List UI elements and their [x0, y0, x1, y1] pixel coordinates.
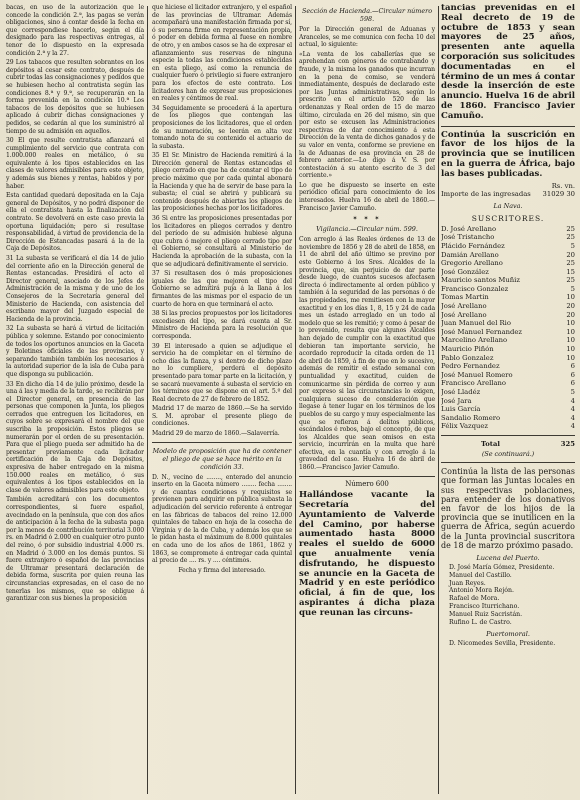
junta-member: D. Nicomedes Sevilla, Presidente. — [449, 640, 556, 648]
subscriber-row — [441, 345, 575, 354]
subscriber-row — [441, 388, 575, 397]
subscriber-row — [441, 422, 575, 431]
previous-total-value: 31029 — [542, 190, 565, 199]
paragraph: 35 El Sr. Ministro de Hacienda remitirá á la Dirección general de Rentas estancadas el pliego cerrado en que ha de constar el tipo de precio máximo que por cada quintal abonará la Hacienda y que ha de servir de base para la subasta; el cual se abrirá y publicará su contenido después de abiertas los pliegos de las proposiciones hechas por los licitadores. — [152, 152, 292, 213]
paragraph: 34 Seguidamente se procederá á la apertura de los pliegos que contengan las proposiciones de los licitadores, que el orden de su numeración, se leerán en alta voz tomando nota de su contenido el actuario de la subasta. — [152, 104, 292, 150]
paragraph: Por la Dirección general de Aduanas y Aranceles, se me comunica con fecha 10 del actual, lo siguiente: — [299, 26, 435, 49]
subscriber-row — [441, 336, 575, 345]
junta-member: Francisco Iturrichano. — [449, 602, 520, 610]
subscriber-row — [441, 405, 575, 414]
subscriber-amount: 4 — [570, 405, 575, 414]
subscriber-name: José Jara — [441, 396, 472, 405]
subscriber-row — [441, 397, 575, 406]
junta-member: Juan Reyes. — [449, 579, 486, 587]
junta-place: Lucena del Puerto. — [476, 554, 540, 562]
subscriber-amount: 25 — [566, 259, 575, 268]
subscriber-row — [441, 293, 575, 302]
subscriber-name: Francisco Gonzalez — [441, 284, 509, 293]
subscriber-amount: 4 — [570, 422, 575, 431]
paragraph: 33 En dicho día 14 de julio próximo, desde la una á las y media de la tarde, se recibirán por el Director general, en presencia de las personas que componen la Junta, los pliegos cerrados que entreguen los licitadores, en cuyos sobre se expresará el nombre del que suscriba la proposición. Estos pliegos se numerarán por el orden de su presentación. Para que el pliego pueda ser admitido ha de presentar previamente cada licitador certificación de la Caja de Depósitos, expresiva de haber entregado en la misma 150.000 reales en metálico, ó sus equivalentes á los tipos establecidos en la clase de valores admisibles para este objeto. — [6, 380, 144, 494]
column-rule — [438, 6, 439, 794]
paragraph: 32 La subasta se hará á virtud de licitación pública y solemne. Estando por conocimiento de todos los oportunos anuncios en la Gaceta y Boletines oficiales de las provincias, y separando también también los necesarios á la autoridad superior de la isla de Cuba para que disponga su publicación. — [6, 325, 144, 378]
subscriber-amount: 25 — [566, 224, 575, 233]
subscriber-name: José Tristancho — [441, 233, 495, 242]
subscriber-amount: 20 — [566, 310, 575, 319]
subscriber-amount: 25 — [566, 233, 575, 242]
currency-label: Rs. vn. — [551, 181, 575, 190]
column-rule — [147, 6, 148, 794]
previous-total-row — [441, 190, 575, 199]
column-1 — [6, 4, 144, 796]
subscriber-name: José González — [441, 267, 489, 276]
subscriber-row — [441, 259, 575, 268]
subscriber-name: Gregorio Arellano — [441, 259, 503, 268]
paragraph: «La venta de los caballerías que se aprehendan con géneros de contrabando y fraude, y la misma los ganados que incurran en la pena de comiso, se venderá inmediatamente, después de declarado este por las Juntas administrativas, según lo prescrito en el artículo 520 de las ordenanzas y Real orden de 15 de marzo último, circulada en 26 del mismo, sin que por esto se excusen las Administraciones respectivas de dar conocimiento á esta Dirección de la venta de dichos ganados y de su valor en venta, conforme se previene en la de Aduanas de esa provincia en 28 de febrero anterior.—Lo digo á V. S. por contestación á su atento escrito de 3 del corriente.» — [299, 50, 435, 180]
vacancy-notice: Hallándose vacante la Secretaría del Ayuntamiento de Valverde del Camino, por haberse aumentado hasta 8000 reales el sueldo de 6000 que anualmente venía disfrutando, he dispuesto se anuncie en la Gaceta de Madrid y en este periódico oficial, á fin de que, los aspirantes á dicha plaza que reunan las circuns- — [299, 490, 435, 618]
subscriber-amount: 6 — [570, 370, 575, 379]
column-4 — [441, 4, 575, 796]
subscriber-amount: 10 — [566, 345, 575, 354]
section-heading: Sección de Hacienda.—Circular número 598. — [301, 7, 433, 23]
subscriber-amount: 15 — [566, 267, 575, 276]
paragraph: 37 Si resultasen dos ó más proposiciones iguales de las que mejoren el tipo del Gobierno se admitirá puja á la llana á los firmantes de las mismas por el espacio de un cuarto de hora en que terminará el acto. — [152, 270, 292, 308]
model-closing: Fecha y firma del interesado. — [178, 566, 266, 574]
subscriber-name: Pedro Fernandez — [441, 362, 500, 371]
previous-total-label: Importe de las ingresadas — [441, 190, 531, 199]
subscriber-amount: 10 — [566, 319, 575, 328]
model-text: D. N., vecino de ........, enterado del anuncio inserto en la Gaceta número ........ fecha ........ y de cuantas condiciones y requisitos se previenen para adquirir en pública subasta la adjudicación del servicio referente á entregar en las fábricas de tabacos del reino 12.000 quintales de tabaco en hoja de la cosecha de Virginia y de la de Cuba, y además los que se le pidan hasta el máximum de 8.000 quintales en cada uno de los años de 1861, 1862 y 1863, se compromete á entregar cada quintal al precio de .... rs. y .... céntimos. — [152, 473, 292, 565]
subscriber-amount: 5 — [570, 388, 575, 397]
vacancy-notice-continued: tancias prevenidas en el Real decreto de 19 de octubre de 1853 y sean mayores de 25 años, presenten ante aquella corporación sus solicitudes documentadas en el término de un mes á contar desde la inserción de este anuncio. Huelva 16 de abril de 1860. Francisco Javier Camuño. — [441, 4, 575, 121]
subscriber-name: Damián Arellano — [441, 250, 499, 259]
subscribers-list — [441, 225, 575, 431]
subscriber-name: Mauricio Piñón — [441, 345, 494, 354]
subscriber-amount: 20 — [566, 250, 575, 259]
paragraph: 31 La subasta se verificará el día 14 de julio del corriente año en la Dirección general de Rentas estancadas. Presidirá el acto el Director general, asociado de los Jefes de Administración de la misma y de uno de los Consejeros de la Secretaría general del Ministerio de Hacienda, con asistencia del escribano mayor del Juzgado especial de Hacienda de la provincia. — [6, 255, 144, 323]
junta-member: Antonio Mora Rejón. — [449, 587, 514, 595]
subscriber-amount: 5 — [570, 284, 575, 293]
junta-member: D. José María Gómez, Presidente. — [449, 564, 555, 571]
column-2 — [152, 4, 292, 796]
paragraph: 36 Si entre las proposiciones presentadas por los licitadores en pliegos cerrados y dentro del período de su admisión hubiese alguna que cubra ó mejore el pliego cerrado tipo por el Gobierno, se consultará al Ministerio de Hacienda la aprobación de la subasta, con la que se adjudicará definitivamente el servicio. — [152, 215, 292, 268]
paragraph: 30 El que resulte contratista afianzará el cumplimiento del servicio que contrata con 1.000.000 reales en metálico, ó su equivalente á los tipos establecidos en las clases de valores admisibles para este objeto, y además sus bienes y rentas, habidos y por haber. — [6, 137, 144, 190]
subscriber-row — [441, 268, 575, 277]
paragraph: También acreditará con los documentos correspondientes, si fuere español, avecindado en la península, que con dos años de anticipación á la fecha de la subasta paga por la menos de contribución territorial 3.000 rs. en Madrid ó 2.000 en cualquier otro punto del reino, ó por subsidio industrial 4.000 rs. en Madrid ó 3.000 en los demás puntos. Si fuere extranjero ó español de las provincias de Ultramar presentará declaración de debida forma, suscrita por quien reuna las circunstancias expresadas, en el caso de no tenerlas los mismos, que se obligue á garantizar con sus bienes la proposición — [6, 496, 144, 603]
signature-line: Madrid 17 de marzo de 1860.—Se ha servido S. M. aprobar el presente pliego de condiciones. — [152, 405, 292, 428]
model-heading: Modelo de proposición que ha de contener el pliego de que se hace mérito en la condición 33. — [152, 446, 292, 471]
junta-member: Rufino L. de Castro. — [449, 618, 512, 626]
subscriber-amount: 10 — [566, 353, 575, 362]
subscribers-title: SUSCRITORES. — [471, 213, 545, 223]
subscriber-amount: 10 — [566, 293, 575, 302]
subscriber-name: Francisco Arellano — [441, 379, 506, 388]
column-3 — [299, 4, 435, 796]
section-heading: Vigilancia.—Circular núm. 599. — [316, 225, 418, 234]
paragraph: 38 Si las precios propuestos por los licitadores excediesen del tipo, se dará cuenta al Sr. Ministro de Hacienda para la resolución que corresponda. — [152, 310, 292, 340]
subscriber-row — [441, 362, 575, 371]
subscriber-row — [441, 251, 575, 260]
subscriber-row — [441, 354, 575, 363]
junta-notice: Continúa la lista de las personas que forman las Juntas locales en sus respectivas poblaciones, para entender de los donativos en favor de los hijos de la provincia que se inutilicen en la guerra de África, según acuerdo de la Junta provincial suscritora de 18 de marzo próximo pasado. — [441, 467, 575, 550]
subscriber-row — [441, 225, 575, 234]
subscriber-amount: 4 — [570, 413, 575, 422]
subscriber-row — [441, 233, 575, 242]
total-label: Total — [481, 439, 500, 448]
subscriber-name: Mauricio santos Muñiz — [441, 276, 520, 285]
junta-members-list — [441, 640, 575, 648]
subscriber-name: Marcelino Arellano — [441, 336, 508, 345]
subscriber-row — [441, 328, 575, 337]
subscriber-row — [441, 319, 575, 328]
subscriber-amount: 25 — [566, 276, 575, 285]
subscribers-place: La Nava. — [493, 201, 523, 210]
subscriber-row — [441, 302, 575, 311]
subscriber-amount: 10 — [566, 327, 575, 336]
subscriber-name: José Arellano — [441, 310, 487, 319]
column-rule — [295, 6, 296, 794]
paragraph: 39 El interesado a quien se adjudique el servicio ha de completar en el término de ocho días la fianza, y si dentro de dicho plazo no lo cumpliere, perderá el depósito presentado para tomar parte en la licitación, y se sacará nuevamente á subasta el servicio en los términos que se dispone en el art. 5.º del Real decreto de 27 de febrero de 1852. — [152, 342, 292, 403]
subscriber-name: Félix Vazquez — [441, 422, 488, 431]
subscriber-name: Plácido Fernández — [441, 241, 505, 250]
subscriber-row — [441, 379, 575, 388]
junta-member: Manuel del Castillo. — [449, 571, 512, 579]
signature-line: Madrid 29 de marzo de 1860.—Salaverría. — [152, 430, 280, 438]
subscriber-name: José Manuel Romero — [441, 370, 513, 379]
currency-header — [441, 182, 575, 191]
paragraph: Lo que he dispuesto se inserte en este periódico oficial para conocimiento de los interesados. Huelva 16 de abril de 1860.—Francisco Javier Camuño. — [299, 181, 435, 212]
subscriber-name: D. José Arellano — [441, 224, 497, 233]
divider — [441, 126, 575, 127]
divider — [441, 435, 575, 436]
subscriber-amount: 5 — [570, 241, 575, 250]
paragraph: bacas, en uso de la autorización que le concede la condición 2.ª, las pagas se verán obligaciones, sino á contar desde la fecha en que correspondiese hacerlo, según el día designado para las respectivas entregas, al tenor de lo dispuesto en la expresada condición 2.ª y la 27. — [6, 4, 144, 57]
paragraph: Con arreglo á las Reales órdenes de 13 de noviembre de 1856 y 28 de abril de 1858, en 11 de abril del año último se previno por este Gobierno á los Sres. Alcaldes de la provincia, que, sin perjuicio de dar parte desde luego, de cuantos sucesos afectasen directa ó indirectamente al orden público y también á la seguridad de las personas ó de las propiedades, me remitiesen con la mayor exactitud y en los días 1, 8, 15 y 24 de cada mes un estado arreglado en un todo al modelo que se les remitió; y como á pesar de lo prevenido, resulta que algunos Alcaldes han dejado de cumplir con la exactitud que debieran tan importante servicio, he acordado reproducir la citada orden de 11 de abril de 1859, á fin de que en lo sucesivo, además de remitir el estado semanal con puntualidad y exactitud, cuiden de comunicarme sin pérdida de correo y aun por expreso si las circunstancias lo exigen, cualquiera suceso de consideración que llegase á tener lugar en los términos de los pueblos de su cargo y muy especialmente las que se refieran á delitos públicos, escándalos é robos, bajo el concepto, de que los Alcaldes que sean omisos en esta servicio, incurrirán en la multa que haré efectiva, en la cuantía y con arreglo á la gravedad del caso. Huelva 16 de abril de 1860.—Francisco Javier Camuño. — [299, 236, 435, 472]
continuation-note: (Se continuará.) — [481, 449, 535, 458]
subscriber-name: Sandalio Romero — [441, 413, 501, 422]
subscriber-row — [441, 371, 575, 380]
subscriber-name: José Arellano — [441, 302, 487, 311]
paragraph: 29 Los tabacos que resulten sobrantes en los depósitos al cesar este contrato, después de cubrir todas las consignaciones y pedidos que se hubiesen hecho al contratista según las condiciones 8.ª y 9.ª, se recuperarán en la forma prevenida en la condición 10.ª Los tabacos de los depósitos que se hubiesen aplicado á cubrir dichas consignaciones y pedidos, se cedarán al que los suministró al tiempo de su admisión en aquellos. — [6, 59, 144, 135]
subscriber-row — [441, 311, 575, 320]
subscriber-row — [441, 285, 575, 294]
subscriber-amount: 6 — [570, 362, 575, 371]
subscriber-amount: 20 — [566, 302, 575, 311]
subscriber-name: Pablo Gonzalez — [441, 353, 494, 362]
subscriber-name: Juan Manuel del Rio — [441, 319, 511, 328]
junta-member: Rafael de Mora. — [449, 595, 500, 603]
paragraph: Esta cantidad quedará depositada en la Caja general de Depósitos, y no podrá disponer de ella el contratista hasta la finalización del contrato. Se devolverá en este caso previa la oportuna liquidación; pero si resultase responsabilidad, á virtud de providencia de la Dirección de Estancadas pasará á la de la Caja de Depósitos. — [6, 192, 144, 253]
subscriber-name: José Lladéz — [441, 388, 481, 397]
subscriber-amount: 6 — [570, 379, 575, 388]
subscription-notice: Continúa la suscrición en favor de los hijos de la provincia que se inutilicen en la guerra de África, bajo las bases publicadas. — [441, 129, 575, 179]
subscriber-row — [441, 414, 575, 423]
divider — [152, 442, 292, 443]
total-row — [441, 440, 575, 449]
subscriber-row — [441, 242, 575, 251]
notice-number: Número 600 — [345, 479, 389, 488]
previous-total-cents: 30 — [566, 190, 575, 199]
total-value: 325 — [560, 439, 575, 448]
ornament-divider: ✶ ✶ ✶ — [352, 215, 382, 223]
paragraph: que hiciese el licitador extranjero, y el español de las provincias de Ultramar. Además acompañará una manifestación firmada por sí, ó su persona firme en representación propia, ó poder en debida forma al fuese en nombre de otro, y en ambos casos se ha de expresar el afianzamiento sus reservas de ninguna especie la todas las condiciones establecidas en esta pliego, así como la renuncia de cualquier fuero ó privilegio si fuere extranjero para los efectos de este contrato. Los licitadores han de expresar sus proposiciones en reales y céntimos de real. — [152, 4, 292, 103]
divider — [299, 476, 435, 477]
subscriber-row — [441, 276, 575, 285]
junta-place: Puertomoral. — [486, 630, 530, 639]
junta-members-list — [441, 564, 575, 626]
junta-member: Manuel Ruiz Sacristán. — [449, 610, 523, 618]
divider — [441, 462, 575, 463]
subscriber-amount: 10 — [566, 336, 575, 345]
subscriber-amount: 4 — [570, 396, 575, 405]
subscriber-name: Luis García — [441, 405, 481, 414]
subscriber-name: José Manuel Fernandez — [441, 327, 522, 336]
subscriber-name: Tomas Martin — [441, 293, 489, 302]
